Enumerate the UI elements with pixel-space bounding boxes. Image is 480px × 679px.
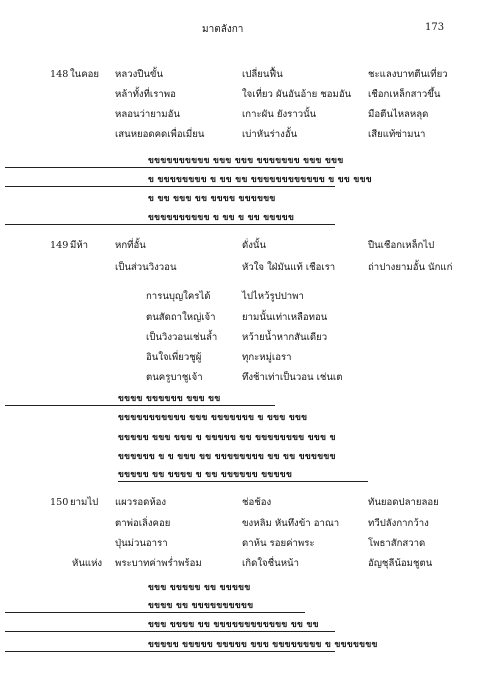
verse-line: เกาะผัน ยังราวนั้น [242,109,317,120]
script-line: ข ขข ขขข ขข ขขขข ขขขขขข [148,194,276,204]
verse-line: ถ่าปางยามอั้น นักแก่ [368,262,453,273]
verse-line: หลอนว่ายามอัน [115,109,180,120]
verse-line: ขงหลิม หันทึงข้า อาณา [242,518,340,529]
stanza-label: หันแห่ง [72,558,103,569]
margin-rule [5,224,335,225]
stanza-number: 149 [50,240,69,251]
verse-line: ทันยอดปลายลอย [368,497,439,508]
script-line: ขขขขขขขขขข ขขข ขขข ขขขขขขข ขขข ขขข [148,156,344,166]
page-title: มาตลังกา [202,24,244,35]
script-line: ขขขข ขข ขขขขขขขขขข [148,601,254,611]
script-line: ขขขขขขขขขขข ขขข ขขขขขขข ข ขขข ขขข [118,413,308,423]
margin-rule [5,405,275,406]
margin-rule [5,186,335,187]
verse-line: อินใจเพี่ยวชูผู้ [146,352,202,363]
margin-rule [5,167,335,168]
script-line: ขขขขข ขขขขข ขขขขข ขขข ขขขขขขขข ข ขขขขขขข [148,640,378,650]
stanza-label: ยามไป [70,497,99,508]
verse-line: เชือกเหล็กสาวขึ้น [368,89,441,100]
verse-line: หว้ายน้ำหากสันเดียว [242,332,328,343]
script-line: ขขขขข ขขข ขขข ข ขขขขข ขข ขขขขขขขข ขขข ข [118,433,336,443]
verse-line: เสียแท้ซ่ามนา [368,129,426,140]
verse-line: หัวใจ ใฝ่มันแท้ เชือเรา [242,262,336,273]
verse-line: ทวีปลังกากว้าง [368,518,429,529]
verse-line: โพธาสักสวาด [368,538,426,549]
verse-line: อัญชุลีน้อมชูตน [368,558,433,569]
verse-line: หลวงปืนขั้น [115,69,164,80]
verse-line: ตนสัดถาใหญ่เจ้า [146,312,216,323]
verse-line: ดั่งนั้น [242,240,267,251]
verse-line: ดาห้น รอยค่าพระ [242,538,315,549]
script-line: ขขขขขขขขขข ข ขข ข ขข ขขขขข [148,213,295,223]
stanza-label: ในคอย [70,69,100,80]
verse-line: เสนหยอดคดเพื่อเมี่ยน [115,129,205,140]
verse-line: เป็นวิงวอนเช่นล้ำ [146,332,218,343]
verse-line: พระบาทค่าพร่ำพร้อม [115,558,202,569]
margin-rule [5,631,335,632]
verse-line: ใจเที่ยว ผันอันอ้าย ชอมอัน [242,89,352,100]
script-line: ขขขขขข ข ข ขขข ขข ขขขขขขขข ขข ขข ขขขขขข [118,452,336,462]
stanza-label: มีห้า [70,240,89,251]
verse-line: ปุ่นม่วนอารา [115,538,168,549]
script-line: ขขขขข ขข ขขขข ข ขข ขขขขขข ขขขขข [118,470,293,480]
verse-line: การนบุญใครได้ [146,291,211,302]
verse-line: ช่อช้อง [242,497,272,508]
margin-rule [5,651,335,652]
stanza-number: 148 [50,69,69,80]
verse-line: เบ่าหันร่างอั้น [242,129,298,140]
script-line: ขขข ขขขขข ขข ขขขขข [148,583,251,593]
page-number: 173 [425,22,445,33]
script-line: ขขข ขขขข ขข ขขขขขขขขขขขข ขข ขข [148,620,319,630]
verse-line: ไปไหว้รูปปาพา [242,291,304,302]
verse-line: เกิดใจชื่นหน้า [242,558,299,569]
verse-line: มือตีนไหลหลุด [368,109,429,120]
verse-line: ปืนเชือกเหล็กไป [368,240,435,251]
verse-line: เป็นส่วนวิงวอน [115,262,177,273]
margin-rule [5,612,305,613]
verse-line: หล้าทั้งที่เราพอ [115,89,176,100]
verse-line: หกที่อั้น [115,240,146,251]
verse-line: ยามนั้นเท่าเหลือทอน [242,312,328,323]
verse-line: เปลี่ยนฟื้น [242,69,283,80]
verse-line: ตาพ่อเลิ่งคอย [115,518,171,529]
verse-line: ทุกะหมู่เอรา [242,352,292,363]
margin-rule [118,481,368,482]
stanza-number: 150 [50,497,69,508]
verse-line: ตนครูบาชูเจ้า [146,372,203,383]
verse-line: ทึงช้าเท่าเป็นวอน เช่นเต [242,372,343,383]
script-line: ข ขขขขขขขข ข ขข ขข ขขขขขขขขขขขข ข ขข ขขข [148,175,372,185]
verse-line: ชะแลงบาทตีนเที่ยว [368,69,448,80]
verse-line: แผวรอดห้อง [115,497,167,508]
script-line: ขขขข ขขขขขข ขขข ขข [118,394,221,404]
